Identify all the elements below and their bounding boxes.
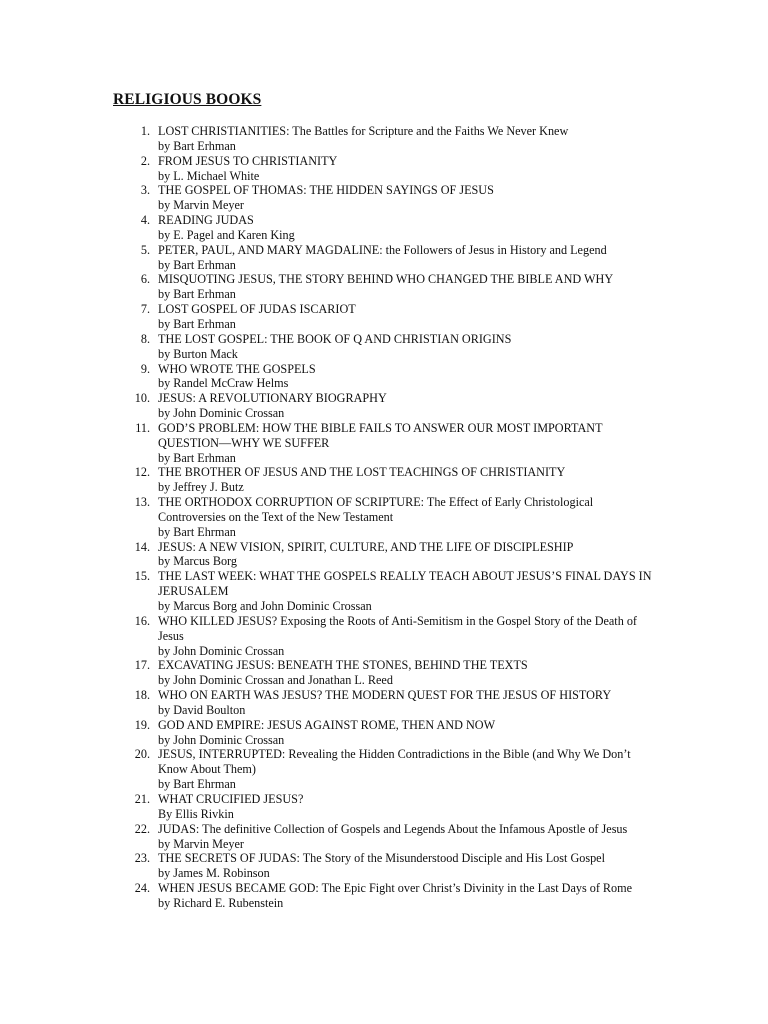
book-title: THE SECRETS OF JUDAS: The Story of the Misunderstood Disciple and His Lost Gospel: [158, 851, 605, 866]
book-title: WHEN JESUS BECAME GOD: The Epic Fight over Christ’s Divinity in the Last Days of Rome: [158, 881, 633, 896]
item-number: 17.: [134, 658, 150, 673]
book-author: by John Dominic Crossan and Jonathan L. Reed: [158, 673, 393, 688]
list-item: [0, 614, 656, 659]
item-number: 9.: [140, 361, 150, 376]
list-item: [0, 718, 656, 748]
list-item: [0, 302, 656, 332]
book-title: JESUS, INTERRUPTED: Revealing the Hidden Contradictions in the Bible (and Why We Don’t Know About Them): [158, 747, 631, 777]
book-title: WHO WROTE THE GOSPELS: [158, 361, 316, 376]
item-number: 18.: [134, 688, 150, 703]
book-title: FROM JESUS TO CHRISTIANITY: [158, 153, 338, 168]
book-author: by John Dominic Crossan: [158, 732, 285, 747]
page-title: RELIGIOUS BOOKS: [113, 91, 262, 108]
book-title: THE LOST GOSPEL: THE BOOK OF Q AND CHRISTIAN ORIGINS: [158, 331, 512, 346]
item-number: 6.: [140, 272, 150, 287]
list-item: [0, 421, 656, 466]
item-number: 15.: [134, 569, 150, 584]
list-item: [0, 792, 656, 822]
list-item: [0, 213, 656, 243]
list-item: [0, 332, 656, 362]
book-author: by Bart Erhman: [158, 287, 236, 302]
item-number: 16.: [134, 613, 150, 628]
book-author: by Bart Erhman: [158, 316, 236, 331]
item-number: 22.: [134, 821, 150, 836]
book-title: GOD’S PROBLEM: HOW THE BIBLE FAILS TO ANSWER OUR MOST IMPORTANT QUESTION—WHY WE SUFFER: [158, 420, 603, 450]
book-title: MISQUOTING JESUS, THE STORY BEHIND WHO CHANGED THE BIBLE AND WHY: [158, 272, 614, 287]
list-item: [0, 391, 656, 421]
item-number: 5.: [140, 242, 150, 257]
book-title: EXCAVATING JESUS: BENEATH THE STONES, BEHIND THE TEXTS: [158, 658, 528, 673]
item-number: 13.: [134, 495, 150, 510]
book-title: WHAT CRUCIFIED JESUS?: [158, 791, 304, 806]
book-author: by Bart Erhman: [158, 257, 236, 272]
item-number: 12.: [134, 465, 150, 480]
item-number: 1.: [140, 124, 150, 138]
book-title: WHO KILLED JESUS? Exposing the Roots of Anti-Semitism in the Gospel Story of the Death of Jesus: [158, 613, 637, 643]
item-number: 10.: [134, 391, 150, 406]
book-author: by Randel McCraw Helms: [158, 376, 289, 391]
book-author: by Marcus Borg and John Dominic Crossan: [158, 599, 372, 613]
item-number: 21.: [134, 791, 150, 806]
list-item: [0, 243, 656, 273]
book-title: JUDAS: The definitive Collection of Gospels and Legends About the Infamous Apostle of Jesus: [158, 821, 628, 836]
book-author: by Bart Erhman: [158, 450, 236, 465]
book-title: THE LAST WEEK: WHAT THE GOSPELS REALLY TEACH ABOUT JESUS’S FINAL DAYS IN JERUSALEM: [158, 569, 652, 599]
book-author: by John Dominic Crossan: [158, 406, 285, 421]
book-author: by Jeffrey J. Butz: [158, 480, 244, 495]
item-number: 20.: [134, 747, 150, 762]
list-item: [0, 569, 656, 614]
list-item: [0, 154, 656, 184]
book-author: by Marcus Borg: [158, 554, 237, 569]
book-title: JESUS: A NEW VISION, SPIRIT, CULTURE, AND THE LIFE OF DISCIPLESHIP: [158, 539, 574, 554]
book-author: by Bart Erhman: [158, 138, 236, 153]
book-author: by L. Michael White: [158, 168, 260, 183]
list-item: [0, 688, 656, 718]
list-item: [0, 465, 656, 495]
list-item: [0, 124, 656, 154]
list-item: [0, 272, 656, 302]
list-item: [0, 362, 656, 392]
book-author: by David Boulton: [158, 702, 246, 717]
list-item: [0, 881, 656, 911]
book-author: by E. Pagel and Karen King: [158, 227, 295, 242]
book-author: by Marvin Meyer: [158, 198, 244, 213]
book-title: LOST GOSPEL OF JUDAS ISCARIOT: [158, 302, 356, 317]
item-number: 3.: [140, 183, 150, 198]
item-number: 23.: [134, 851, 150, 866]
book-title: LOST CHRISTIANITIES: The Battles for Scripture and the Faiths We Never Knew: [158, 124, 569, 138]
book-author: by James M. Robinson: [158, 866, 270, 881]
list-item: [0, 540, 656, 570]
book-title: THE BROTHER OF JESUS AND THE LOST TEACHINGS OF CHRISTIANITY: [158, 465, 566, 480]
item-number: 24.: [134, 881, 150, 896]
book-title: JESUS: A REVOLUTIONARY BIOGRAPHY: [158, 391, 387, 406]
book-title: READING JUDAS: [158, 213, 254, 228]
item-number: 4.: [140, 213, 150, 228]
book-title: THE ORTHODOX CORRUPTION OF SCRIPTURE: The Effect of Early Christological Controversies on the Text of the New Testament: [158, 495, 594, 524]
book-title: GOD AND EMPIRE: JESUS AGAINST ROME, THEN AND NOW: [158, 717, 496, 732]
book-title: WHO ON EARTH WAS JESUS? THE MODERN QUEST FOR THE JESUS OF HISTORY: [158, 688, 612, 703]
item-number: 19.: [134, 717, 150, 732]
list-item: [0, 851, 656, 881]
book-author: By Ellis Rivkin: [158, 806, 234, 821]
list-item: [0, 747, 656, 792]
item-number: 2.: [140, 153, 150, 168]
list-item: [0, 183, 656, 213]
book-list: [0, 124, 768, 911]
book-author: by Bart Ehrman: [158, 777, 236, 792]
book-author: by Richard E. Rubenstein: [158, 895, 284, 910]
item-number: 11.: [135, 420, 150, 435]
book-author: by Marvin Meyer: [158, 836, 244, 851]
book-author: by John Dominic Crossan: [158, 643, 285, 658]
list-item: [0, 495, 656, 540]
item-number: 8.: [140, 331, 150, 346]
book-author: by Bart Ehrman: [158, 524, 236, 539]
list-item: [0, 658, 656, 688]
item-number: 14.: [134, 539, 150, 554]
book-title: PETER, PAUL, AND MARY MAGDALINE: the Followers of Jesus in History and Legend: [158, 242, 607, 257]
item-number: 7.: [140, 302, 150, 317]
list-item: [0, 822, 656, 852]
book-author: by Burton Mack: [158, 346, 238, 361]
book-title: THE GOSPEL OF THOMAS: THE HIDDEN SAYINGS OF JESUS: [158, 183, 494, 198]
